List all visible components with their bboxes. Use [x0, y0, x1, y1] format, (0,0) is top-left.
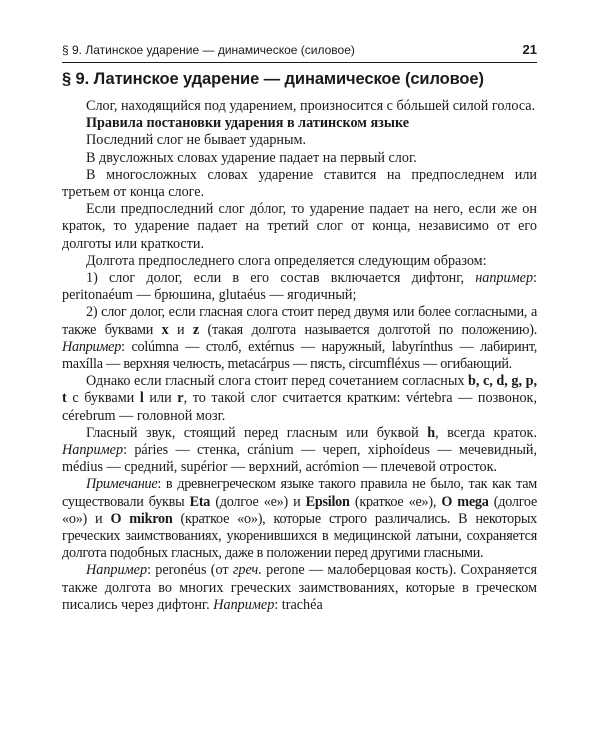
text-run-bold: Epsilon	[305, 493, 350, 510]
text-run-italic: Например	[62, 338, 122, 355]
text-run: (такая долгота называется долготой по положению).	[198, 321, 537, 338]
paragraph: В двусложных словах ударение падает на первый слог.	[86, 149, 417, 166]
text-run-bold: Eta	[189, 493, 211, 510]
text-run: 1) слог долог, если в его состав включается дифтонг,	[86, 270, 476, 287]
text-run-italic: Например	[213, 596, 275, 613]
text-run: (краткое «е»),	[349, 493, 442, 510]
text-run: : в древнегреческом языке такого правила не было, так как там существовали буквы	[62, 476, 537, 510]
paragraph: Если предпоследний слог дóлог, то ударение падает на него, если же он краток, то ударение падает на третий слог от конца, независимо от его долготы или краткости.	[62, 201, 537, 252]
paragraph	[62, 425, 537, 477]
text-run: (долгое «е») и	[210, 493, 306, 510]
page-number: 21	[522, 42, 537, 57]
text-run-italic: например	[475, 270, 534, 287]
paragraph	[62, 373, 537, 425]
text-run: (краткое «о»), которые строго различались. В некоторых греческих заимствованиях, укоренившихся в медицинской латыни, сохраняется долгота подобных гласных, даже в положении перед другими гласными.	[62, 510, 537, 562]
text-run: , то такой слог считается кратким: vértebra — позвонок, cérebrum — головной мозг.	[62, 390, 537, 424]
paragraph: Последний слог не бывает ударным.	[86, 132, 307, 149]
paragraph	[62, 476, 537, 562]
paragraph	[62, 270, 537, 304]
paragraph: Слог, находящийся под ударением, произносится с бóльшей силой голоса.	[86, 98, 536, 114]
text-run: с буквами	[66, 390, 140, 407]
text-run: perone — малоберцовая кость). Сохраняется также долгота во многих греческих заимствованиях, которые в греческом писались через дифтонг.	[62, 562, 537, 613]
text-run: (долгое «о») и	[62, 493, 537, 527]
text-run-italic: Например	[86, 562, 148, 579]
text-run-bold: O mega	[441, 493, 489, 510]
text-run-italic: Например	[62, 442, 124, 459]
text-run-italic: Примечание	[86, 476, 158, 493]
text-run: : peritonaéum — брюшина, glutaéus — ягодичный;	[62, 270, 537, 304]
text-run-bold: h	[427, 424, 436, 441]
text-run: Гласный звук, стоящий перед гласным или буквой	[86, 424, 428, 441]
text-run: , всегда краток.	[435, 424, 537, 441]
text-run-bold: z	[192, 321, 199, 338]
text-run-italic: греч.	[232, 562, 262, 579]
text-run: : trachéa	[274, 596, 323, 613]
running-title: § 9. Латинское ударение — динамическое (силовое)	[62, 43, 355, 57]
body-text	[62, 98, 537, 614]
paragraph: В многосложных словах ударение ставится на предпоследнем или третьем от конца слоге.	[62, 166, 537, 201]
text-run: или	[143, 390, 178, 407]
text-run: : peronéus (от	[147, 562, 233, 579]
text-run-bold: r	[177, 390, 184, 407]
text-run: и	[168, 321, 193, 338]
paragraph: Долгота предпоследнего слога определяется следующим образом:	[86, 252, 487, 269]
text-run-bold: x	[161, 321, 169, 338]
text-run: : colúmna — столб, extérnus — наружный, labyrínthus — лабиринт, maxílla — верхняя челюсть, metacárpus — пясть, circumfléxus — огибающий.	[62, 338, 537, 373]
text-run: 2) слог долог, если гласная слога стоит перед двумя или более согласными, а также буквами	[62, 304, 537, 338]
paragraph	[62, 562, 537, 614]
section-title: § 9. Латинское ударение — динамическое (силовое)	[62, 70, 484, 88]
text-run: : páries — стенка, cránium — череп, xiphoídeus — мечевидный, médius — средний, supérior — верхний, acrómion — плечевой отросток.	[62, 442, 537, 476]
rules-heading: Правила постановки ударения в латинском языке	[86, 115, 410, 132]
text-run-bold: b, c, d, g, p, t	[62, 373, 538, 407]
running-head	[62, 42, 537, 63]
text-run-bold: O mikron	[110, 510, 173, 527]
text-run: Однако если гласный слога стоит перед сочетанием согласных	[86, 373, 469, 390]
paragraph	[62, 304, 537, 373]
text-run-bold: l	[139, 390, 144, 407]
